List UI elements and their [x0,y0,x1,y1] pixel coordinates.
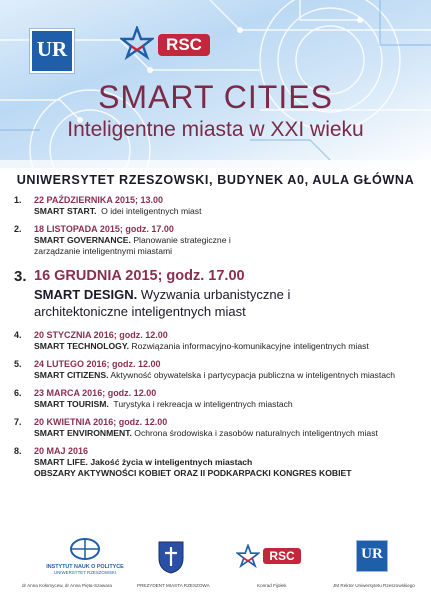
event-number: 5. [14,359,22,369]
header-banner [0,0,431,168]
rzeszow-coat-of-arms [157,540,185,574]
event-topic: O idei inteligentnych miast [101,206,202,216]
event-date: 22 PAŹDZIERNIKA 2015; 13.00 [34,195,164,205]
event-item [14,330,419,352]
event-date: 23 MARCA 2016; godz. 12.00 [34,388,157,398]
page-subtitle: Inteligentne miasta w XXI wieku [67,118,364,141]
star-icon [120,26,154,60]
event-description [34,457,419,468]
event-number: 6. [14,388,22,398]
event-date: 24 LUTEGO 2016; godz. 12.00 [34,359,161,369]
event-item [14,446,419,479]
event-number: 1. [14,195,22,205]
caption-name: Konrad Fijołek [257,583,287,588]
venue-line: UNIWERSYTET RZESZOWSKI, BUDYNEK A0, AULA GŁÓWNA [16,173,415,187]
ur-footer-text: UR [361,546,383,562]
ur-logo-text: UR [36,37,68,61]
event-topic: Wyzwania urbanistyczne i architektoniczne inteligentnych miast [34,287,291,319]
event-number: 4. [14,330,22,340]
event-title: SMART CITIZENS. [34,370,109,380]
rsc-logo-text: RSC [158,34,210,56]
event-description [34,428,414,439]
event-title: SMART GOVERNANCE. [34,235,131,245]
rsc-logo [120,26,215,60]
event-description [34,341,419,352]
event-description [34,370,414,381]
event-number: 8. [14,446,22,456]
caption-rector: JM Rektor Uniwersytetu Rzeszowskiego [333,583,415,588]
event-title: SMART DESIGN. [34,287,138,302]
page-title: SMART CITIES [98,79,333,115]
event-topic: Planowanie strategiczne i zarządzanie inteligentnymi miastami [34,235,231,256]
caption-organizers: dr Anna Kołomycew, dr Anna Pięta-Szawara [22,583,112,588]
event-date: 20 MAJ 2016 [34,446,89,456]
event-topic: Ochrona środowiska i zasobów naturalnych inteligentnych miast [134,428,378,438]
inp-name: INSTYTUT NAUK O POLITYCE [46,564,124,570]
event-date: 18 LISTOPADA 2015; godz. 17.00 [34,224,174,234]
event-topic: Aktywność obywatelska i partycypacja publiczna w inteligentnych miastach [110,370,396,380]
inp-university: UNIWERSYTET RZESZOWSKI [53,570,117,575]
event-item [14,195,419,217]
event-item-featured [14,267,419,320]
star-icon [236,544,260,568]
event-item [14,388,419,410]
globe-icon [40,538,130,560]
event-date: 20 KWIETNIA 2016; godz. 12.00 [34,417,168,427]
event-topic: Turystyka i rekreacja w inteligentnych miastach [113,399,293,409]
event-topic: Rozwiązania informacyjno-komunikacyjne inteligentnych miast [131,341,369,351]
event-title: SMART START. [34,206,97,216]
event-date: 16 GRUDNIA 2015; godz. 17.00 [34,268,245,284]
inp-institute-logo [40,538,130,578]
event-number: 3. [14,268,27,285]
event-list [14,195,419,479]
event-number: 2. [14,224,22,234]
ur-university-logo [30,29,74,73]
event-item [14,224,419,257]
event-item [14,359,419,381]
event-description [34,206,419,217]
event-description [34,399,419,410]
event-number: 7. [14,417,22,427]
event-description [34,286,374,320]
event-item [14,417,419,439]
caption-mayor: PREZYDENT MIASTA RZESZOWA [137,583,210,588]
event-topic: Jakość życia w inteligentnych miastach [90,457,253,467]
event-extra: OBSZARY AKTYWNOŚCI KOBIET ORAZ II PODKARPACKI KONGRES KOBIET [34,468,352,478]
ur-footer-logo [356,540,388,572]
rsc-footer-text: RSC [263,548,301,564]
rsc-footer-logo [236,544,302,568]
event-date: 20 STYCZNIA 2016; godz. 12.00 [34,330,168,340]
event-description [34,235,279,257]
event-title: SMART ENVIRONMENT. [34,428,132,438]
event-title: SMART TOURISM. [34,399,109,409]
event-title: SMART LIFE. [34,457,88,467]
event-title: SMART TECHNOLOGY. [34,341,130,351]
coat-of-arms-icon [157,540,185,574]
